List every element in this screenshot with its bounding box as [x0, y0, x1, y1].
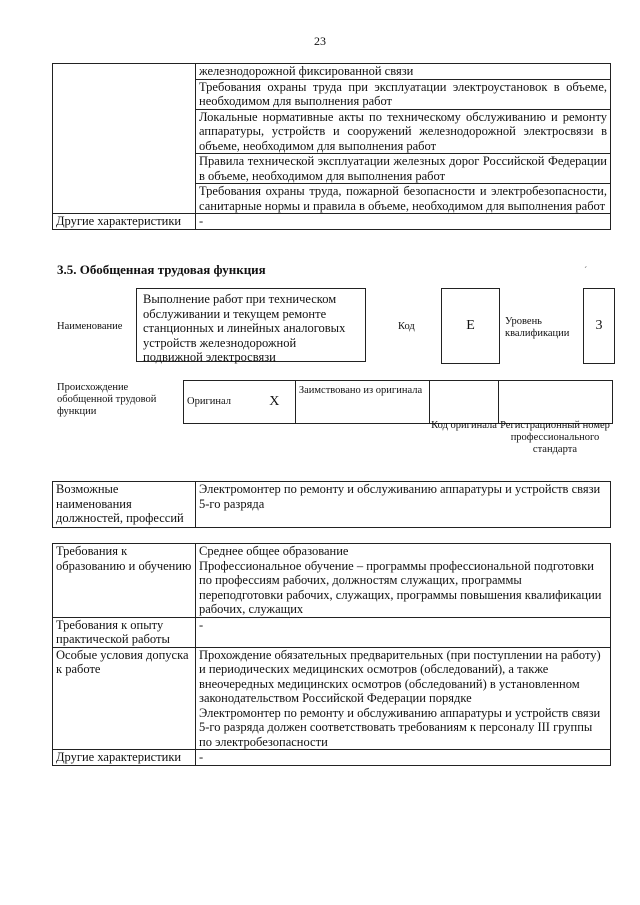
requirement-value	[196, 750, 611, 766]
requirement-line: Профессиональное обучение – программы профессиональной подготовки по профессиям рабочих, должностям служащих, программы переподготовки рабочих, служащих, программы повышения квалификации рабочих, служащих	[199, 558, 602, 616]
requirement-label: Требования к образованию и обучению	[53, 544, 196, 618]
original-label: Оригинал	[184, 381, 254, 424]
table-row	[53, 482, 611, 528]
table-row	[53, 617, 611, 647]
code-label: Код	[398, 321, 415, 332]
requirement-value	[196, 647, 611, 750]
reg-number-caption: Регистрационный номер профессионального стандарта	[500, 420, 610, 455]
table-row	[53, 750, 611, 766]
requirement-label: Требования к опыту практической работы	[53, 617, 196, 647]
code-original-cell	[430, 381, 499, 424]
page-number: 23	[314, 34, 326, 48]
code-original-caption: Код оригинала	[431, 420, 497, 431]
table-row	[184, 381, 613, 424]
table-cell: Требования охраны труда, пожарной безопасности и электробезопасности, санитарные нормы и правила в объеме, необходимом для выполнения работ	[196, 184, 611, 214]
requirement-line: -	[199, 617, 204, 632]
requirement-line: Электромонтер по ремонту и обслуживанию аппаратуры и устройств связи 5-го разряда должен соответствовать требованиям к персоналу III группы по электробезопасности	[199, 705, 601, 749]
requirement-label: Особые условия допуска к работе	[53, 647, 196, 750]
origin-label: Происхождение обобщенной трудовой функции	[57, 382, 157, 417]
origin-table	[183, 380, 613, 424]
requirements-table	[52, 543, 611, 766]
table-cell: Требования охраны труда при эксплуатации электроустановок в объеме, необходимом для выполнения работ	[196, 79, 611, 109]
qualification-level-box: 3	[583, 288, 615, 364]
positions-label: Возможные наименования должностей, профессий	[53, 482, 196, 528]
name-label: Наименование	[57, 321, 123, 332]
section-title: 3.5. Обобщенная трудовая функция	[57, 262, 266, 277]
requirement-line: Среднее общее образование	[199, 544, 349, 558]
reg-number-cell	[499, 381, 613, 424]
positions-value: Электромонтер по ремонту и обслуживанию аппаратуры и устройств связи 5-го разряда	[196, 482, 611, 528]
requirement-line: Прохождение обязательных предварительных (при поступлении на работу) и периодических медицинских осмотров (обследований), а также внеочередных медицинских осмотров (обследований) в установленном законодательством Российской Федерации порядке	[199, 647, 601, 705]
requirement-label: Другие характеристики	[53, 750, 196, 766]
requirement-value	[196, 544, 611, 618]
table-cell: Правила технической эксплуатации железных дорог Российской Федерации в объеме, необходимом для выполнения работ	[196, 154, 611, 184]
function-code-box: E	[441, 288, 500, 364]
table-row	[53, 647, 611, 750]
requirement-value	[196, 617, 611, 647]
decorative-mark: ´	[584, 266, 588, 277]
table-row	[53, 64, 611, 80]
requirement-line: -	[199, 750, 204, 764]
original-mark: X	[254, 381, 296, 424]
table-cell: -	[196, 214, 611, 230]
function-name-box: Выполнение работ при техническом обслуживании и текущем ремонте станционных и линейных аналоговых устройств железнодорожной подвижной электросвязи	[136, 288, 366, 362]
knowledge-table	[52, 63, 611, 230]
positions-table	[52, 481, 611, 528]
table-cell: Локальные нормативные акты по техническому обслуживанию и ремонту аппаратуры, устройств и сооружений железнодорожной электросвязи в объеме, необходимом для выполнения работ	[196, 109, 611, 154]
table-cell-left	[53, 64, 196, 214]
table-cell: железнодорожной фиксированной связи	[196, 64, 611, 80]
level-label: Уровень квалификации	[505, 316, 570, 339]
borrowed-label: Заимствовано из оригинала	[295, 381, 429, 424]
table-row	[53, 214, 611, 230]
table-row	[53, 544, 611, 618]
table-cell-left: Другие характеристики	[53, 214, 196, 230]
